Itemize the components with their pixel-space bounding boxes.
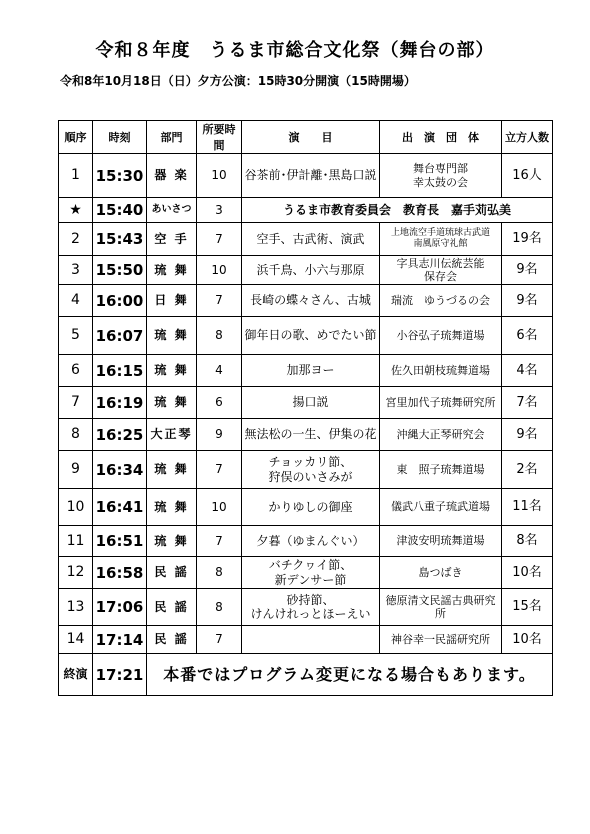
table-row bbox=[59, 198, 553, 223]
row-order: 9 bbox=[59, 451, 93, 489]
row-group: 小谷弘子琉舞道場 bbox=[380, 317, 502, 355]
row-time: 16:41 bbox=[93, 489, 147, 526]
event-date-line: 令和8年10月18日（日）夕方公演：15時30分開演（15時開場） bbox=[60, 74, 416, 88]
row-count: 7名 bbox=[502, 387, 553, 419]
table-row bbox=[59, 355, 553, 387]
row-greeting: うるま市教育委員会 教育長 嘉手苅弘美 bbox=[242, 198, 553, 223]
page-title: 令和８年度 うるま市総合文化祭（舞台の部） bbox=[95, 40, 495, 61]
row-program: 無法松の一生、伊集の花 bbox=[242, 419, 380, 451]
table-row bbox=[59, 589, 553, 626]
row-program: 揚口説 bbox=[242, 387, 380, 419]
row-count: 8名 bbox=[502, 526, 553, 557]
row-order: 4 bbox=[59, 285, 93, 317]
row-program: チョッカリ節、 狩俣のいさみが bbox=[242, 451, 380, 489]
row-group: 神谷幸一民謡研究所 bbox=[380, 626, 502, 654]
table-row bbox=[59, 557, 553, 589]
row-group: 佐久田朝枝琉舞道場 bbox=[380, 355, 502, 387]
row-group: 東 照子琉舞道場 bbox=[380, 451, 502, 489]
program-rows bbox=[59, 154, 553, 696]
row-time: 16:58 bbox=[93, 557, 147, 589]
row-program: 加那ヨー bbox=[242, 355, 380, 387]
table-row bbox=[59, 489, 553, 526]
row-program: バチクヮイ節、 新デンサー節 bbox=[242, 557, 380, 589]
row-division: 日 舞 bbox=[147, 285, 197, 317]
end-note: 本番ではプログラム変更になる場合もあります。 bbox=[147, 654, 553, 696]
row-time: 16:34 bbox=[93, 451, 147, 489]
row-division: 空 手 bbox=[147, 223, 197, 256]
row-program: かりゆしの御座 bbox=[242, 489, 380, 526]
header-order: 順序 bbox=[59, 121, 93, 154]
row-order: 8 bbox=[59, 419, 93, 451]
row-duration: 7 bbox=[197, 285, 242, 317]
row-order: 12 bbox=[59, 557, 93, 589]
row-count: 9名 bbox=[502, 285, 553, 317]
row-time: 15:50 bbox=[93, 256, 147, 285]
row-program: 夕暮（ゆまんぐい） bbox=[242, 526, 380, 557]
row-group: 儀武八重子琉武道場 bbox=[380, 489, 502, 526]
row-order: 7 bbox=[59, 387, 93, 419]
row-duration: 7 bbox=[197, 526, 242, 557]
header-group: 出 演 団 体 bbox=[380, 121, 502, 154]
row-time: 17:06 bbox=[93, 589, 147, 626]
table-row bbox=[59, 317, 553, 355]
row-count: 10名 bbox=[502, 626, 553, 654]
row-division: 琉 舞 bbox=[147, 451, 197, 489]
row-duration: 8 bbox=[197, 317, 242, 355]
table-row bbox=[59, 526, 553, 557]
row-order: 1 bbox=[59, 154, 93, 198]
row-time: 16:15 bbox=[93, 355, 147, 387]
end-label: 終演 bbox=[59, 654, 93, 696]
row-duration: 3 bbox=[197, 198, 242, 223]
row-order: 11 bbox=[59, 526, 93, 557]
row-count: 15名 bbox=[502, 589, 553, 626]
row-group: 瑞流 ゆうづるの会 bbox=[380, 285, 502, 317]
row-group: 舞台専門部 幸太鼓の会 bbox=[380, 154, 502, 198]
row-duration: 7 bbox=[197, 451, 242, 489]
table-row bbox=[59, 285, 553, 317]
row-count: 19名 bbox=[502, 223, 553, 256]
row-group: 津波安明琉舞道場 bbox=[380, 526, 502, 557]
row-order: 2 bbox=[59, 223, 93, 256]
row-division: 大正琴 bbox=[147, 419, 197, 451]
row-order: 3 bbox=[59, 256, 93, 285]
table-row bbox=[59, 154, 553, 198]
row-division: 器 楽 bbox=[147, 154, 197, 198]
row-program: 谷茶前･伊計離･黒島口説 bbox=[242, 154, 380, 198]
row-time: 16:00 bbox=[93, 285, 147, 317]
table-row bbox=[59, 451, 553, 489]
row-duration: 7 bbox=[197, 223, 242, 256]
row-time: 15:30 bbox=[93, 154, 147, 198]
row-count: 11名 bbox=[502, 489, 553, 526]
row-division: 琉 舞 bbox=[147, 317, 197, 355]
row-duration: 10 bbox=[197, 489, 242, 526]
row-count: 16人 bbox=[502, 154, 553, 198]
row-group: 宮里加代子琉舞研究所 bbox=[380, 387, 502, 419]
row-duration: 7 bbox=[197, 626, 242, 654]
row-count: 4名 bbox=[502, 355, 553, 387]
row-division: 琉 舞 bbox=[147, 489, 197, 526]
row-time: 16:51 bbox=[93, 526, 147, 557]
row-count: 2名 bbox=[502, 451, 553, 489]
row-division: 琉 舞 bbox=[147, 526, 197, 557]
row-division: 琉 舞 bbox=[147, 256, 197, 285]
row-program: 砂持節、 けんけれっとほーえい bbox=[242, 589, 380, 626]
row-duration: 4 bbox=[197, 355, 242, 387]
row-order: 6 bbox=[59, 355, 93, 387]
program-table bbox=[58, 120, 553, 696]
header-count: 立方人数 bbox=[502, 121, 553, 154]
row-count: 9名 bbox=[502, 419, 553, 451]
row-duration: 8 bbox=[197, 589, 242, 626]
table-row bbox=[59, 256, 553, 285]
row-division: 民 謡 bbox=[147, 589, 197, 626]
row-division: 琉 舞 bbox=[147, 387, 197, 419]
row-time: 15:40 bbox=[93, 198, 147, 223]
end-row bbox=[59, 654, 553, 696]
row-order: ★ bbox=[59, 198, 93, 223]
table-row bbox=[59, 387, 553, 419]
row-order: 10 bbox=[59, 489, 93, 526]
header-division: 部門 bbox=[147, 121, 197, 154]
row-order: 14 bbox=[59, 626, 93, 654]
row-group: 島つばき bbox=[380, 557, 502, 589]
row-time: 15:43 bbox=[93, 223, 147, 256]
row-duration: 10 bbox=[197, 154, 242, 198]
row-count: 6名 bbox=[502, 317, 553, 355]
header-time: 時刻 bbox=[93, 121, 147, 154]
row-program: 長崎の蝶々さん、古城 bbox=[242, 285, 380, 317]
row-division: 琉 舞 bbox=[147, 355, 197, 387]
row-order: 5 bbox=[59, 317, 93, 355]
row-group: 沖縄大正琴研究会 bbox=[380, 419, 502, 451]
row-order: 13 bbox=[59, 589, 93, 626]
table-header-row bbox=[59, 121, 553, 154]
row-time: 16:07 bbox=[93, 317, 147, 355]
row-duration: 8 bbox=[197, 557, 242, 589]
row-time: 16:19 bbox=[93, 387, 147, 419]
row-time: 16:25 bbox=[93, 419, 147, 451]
row-group: 上地流空手道琉球古武道 南風原守礼館 bbox=[380, 223, 502, 256]
row-division: 民 謡 bbox=[147, 557, 197, 589]
row-count: 9名 bbox=[502, 256, 553, 285]
header-program: 演 目 bbox=[242, 121, 380, 154]
row-time: 17:14 bbox=[93, 626, 147, 654]
row-program: 空手、古武術、演武 bbox=[242, 223, 380, 256]
table-row bbox=[59, 626, 553, 654]
table-row bbox=[59, 223, 553, 256]
row-program: 浜千鳥、小六与那原 bbox=[242, 256, 380, 285]
row-group: 徳原清文民謡古典研究所 bbox=[380, 589, 502, 626]
header-duration: 所要時間 bbox=[197, 121, 242, 154]
row-count: 10名 bbox=[502, 557, 553, 589]
row-program bbox=[242, 626, 380, 654]
row-division: あいさつ bbox=[147, 198, 197, 223]
row-duration: 10 bbox=[197, 256, 242, 285]
row-group: 字具志川伝統芸能 保存会 bbox=[380, 256, 502, 285]
row-duration: 6 bbox=[197, 387, 242, 419]
end-time: 17:21 bbox=[93, 654, 147, 696]
row-program: 御年日の歌、めでたい節 bbox=[242, 317, 380, 355]
row-division: 民 謡 bbox=[147, 626, 197, 654]
row-duration: 9 bbox=[197, 419, 242, 451]
table-row bbox=[59, 419, 553, 451]
